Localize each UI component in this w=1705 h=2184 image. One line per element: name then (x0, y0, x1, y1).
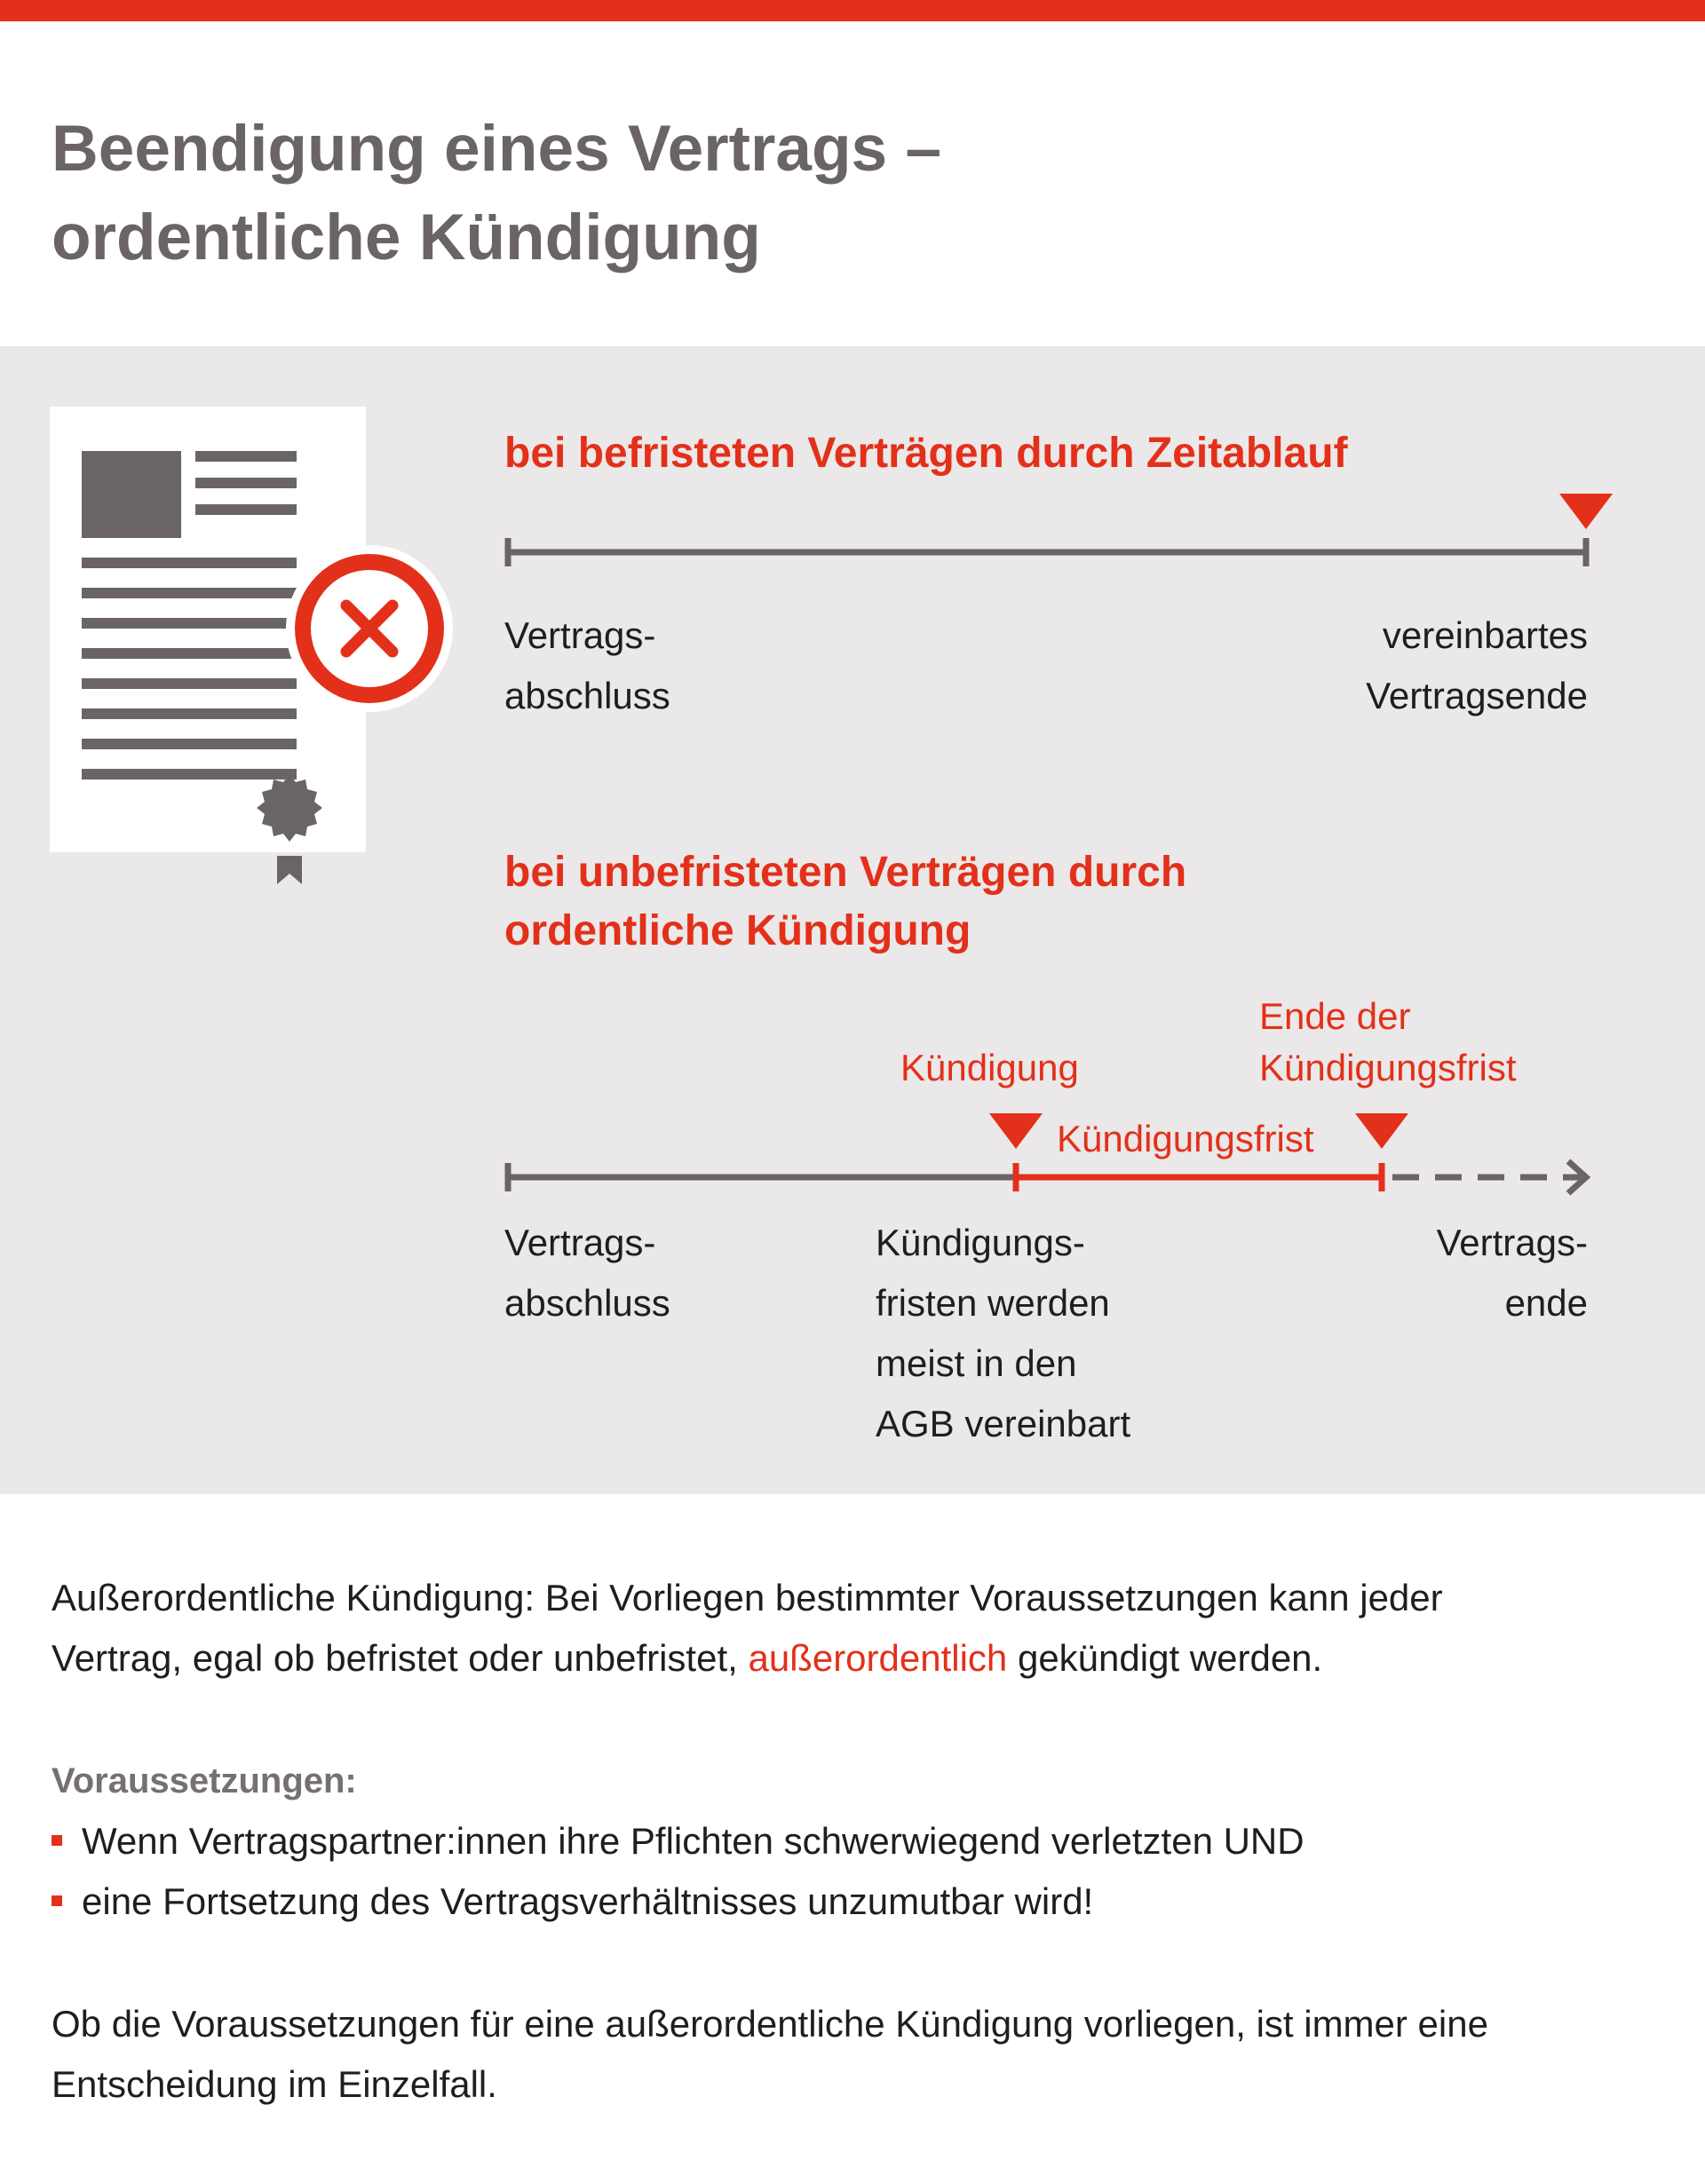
requirement-item (52, 1811, 1668, 1871)
notice-end-label-1: Ende der (1259, 995, 1411, 1037)
notice-periods-note-2: fristen werden (876, 1282, 1110, 1324)
document-icon (50, 407, 458, 895)
fixed-term-start-label-2: abschluss (504, 675, 670, 716)
paragraph-1-line-2 (52, 1628, 1668, 1689)
cancel-x-icon (286, 545, 453, 712)
fixed-term-end-label-2: Vertragsende (1366, 675, 1588, 716)
open-term-end-label (1321, 1213, 1588, 1333)
open-term-end-label-2: ende (1504, 1282, 1588, 1324)
contract-end-marker (1559, 494, 1613, 529)
notice-periods-note (876, 1213, 1249, 1454)
page-title-line-1: Beendigung eines Vertrags – (52, 113, 942, 185)
open-term-start-label-1: Vertrags- (504, 1222, 656, 1263)
page-title-line-2: ordentliche Kündigung (52, 202, 761, 273)
individual-case-paragraph (52, 1994, 1668, 2115)
fixed-term-end-label-1: vereinbartes (1382, 614, 1588, 656)
open-term-heading-1: bei unbefristeten Verträgen durch (504, 849, 1187, 896)
paragraph-1-line-2-c: gekündigt werden. (1007, 1637, 1323, 1679)
extraordinary-highlight: außerordentlich (748, 1637, 1008, 1679)
open-term-end-label-1: Vertrags- (1436, 1222, 1588, 1263)
fixed-term-end-label (1233, 605, 1588, 726)
fixed-term-timeline (497, 488, 1616, 568)
notice-period-label: Kündigungsfrist (1057, 1118, 1314, 1159)
notice-periods-note-4: AGB vereinbart (876, 1403, 1131, 1444)
paragraph-2-line-2: Entscheidung im Einzelfall. (52, 2063, 497, 2105)
paragraph-1-line-1: Außerordentliche Kündigung: Bei Vorliegen bestimmter Voraussetzungen kann jeder (52, 1577, 1443, 1618)
extraordinary-termination-paragraph (52, 1568, 1668, 1689)
page-title (52, 105, 1384, 282)
paragraph-2-line-1: Ob die Voraussetzungen für eine außerordentliche Kündigung vorliegen, ist immer eine (52, 2003, 1488, 2045)
requirement-item (52, 1871, 1668, 1932)
fixed-term-start-label (504, 605, 860, 726)
notice-end-label (1259, 991, 1632, 1094)
open-term-start-label-2: abschluss (504, 1282, 670, 1324)
termination-marker (989, 1113, 1043, 1149)
notice-end-marker (1355, 1113, 1408, 1149)
open-term-heading-2: ordentliche Kündigung (504, 907, 971, 954)
notice-periods-note-1: Kündigungs- (876, 1222, 1085, 1263)
diagram-panel (0, 346, 1705, 1494)
paragraph-1-line-2-a: Vertrag, egal ob befristet oder unbefristet, (52, 1637, 749, 1679)
fixed-term-heading: bei befristeten Verträgen durch Zeitablauf (504, 430, 1348, 477)
requirement-text-1: Wenn Vertragspartner:innen ihre Pflichten schwerwiegend verletzten UND (82, 1820, 1305, 1862)
bullet-icon (52, 1895, 62, 1906)
open-term-heading (504, 843, 1570, 961)
open-term-timeline (497, 1108, 1616, 1215)
top-accent-bar (0, 0, 1705, 21)
requirement-text-2: eine Fortsetzung des Vertragsverhältnisses unzumutbar wird! (82, 1880, 1094, 1922)
bullet-icon (52, 1835, 62, 1846)
termination-label: Kündigung (900, 1047, 1079, 1088)
notice-end-label-2: Kündigungsfrist (1259, 1047, 1517, 1088)
requirements-heading: Voraussetzungen: (52, 1761, 357, 1800)
fixed-term-start-label-1: Vertrags- (504, 614, 656, 656)
notice-periods-note-3: meist in den (876, 1342, 1077, 1384)
open-term-start-label (504, 1213, 860, 1333)
